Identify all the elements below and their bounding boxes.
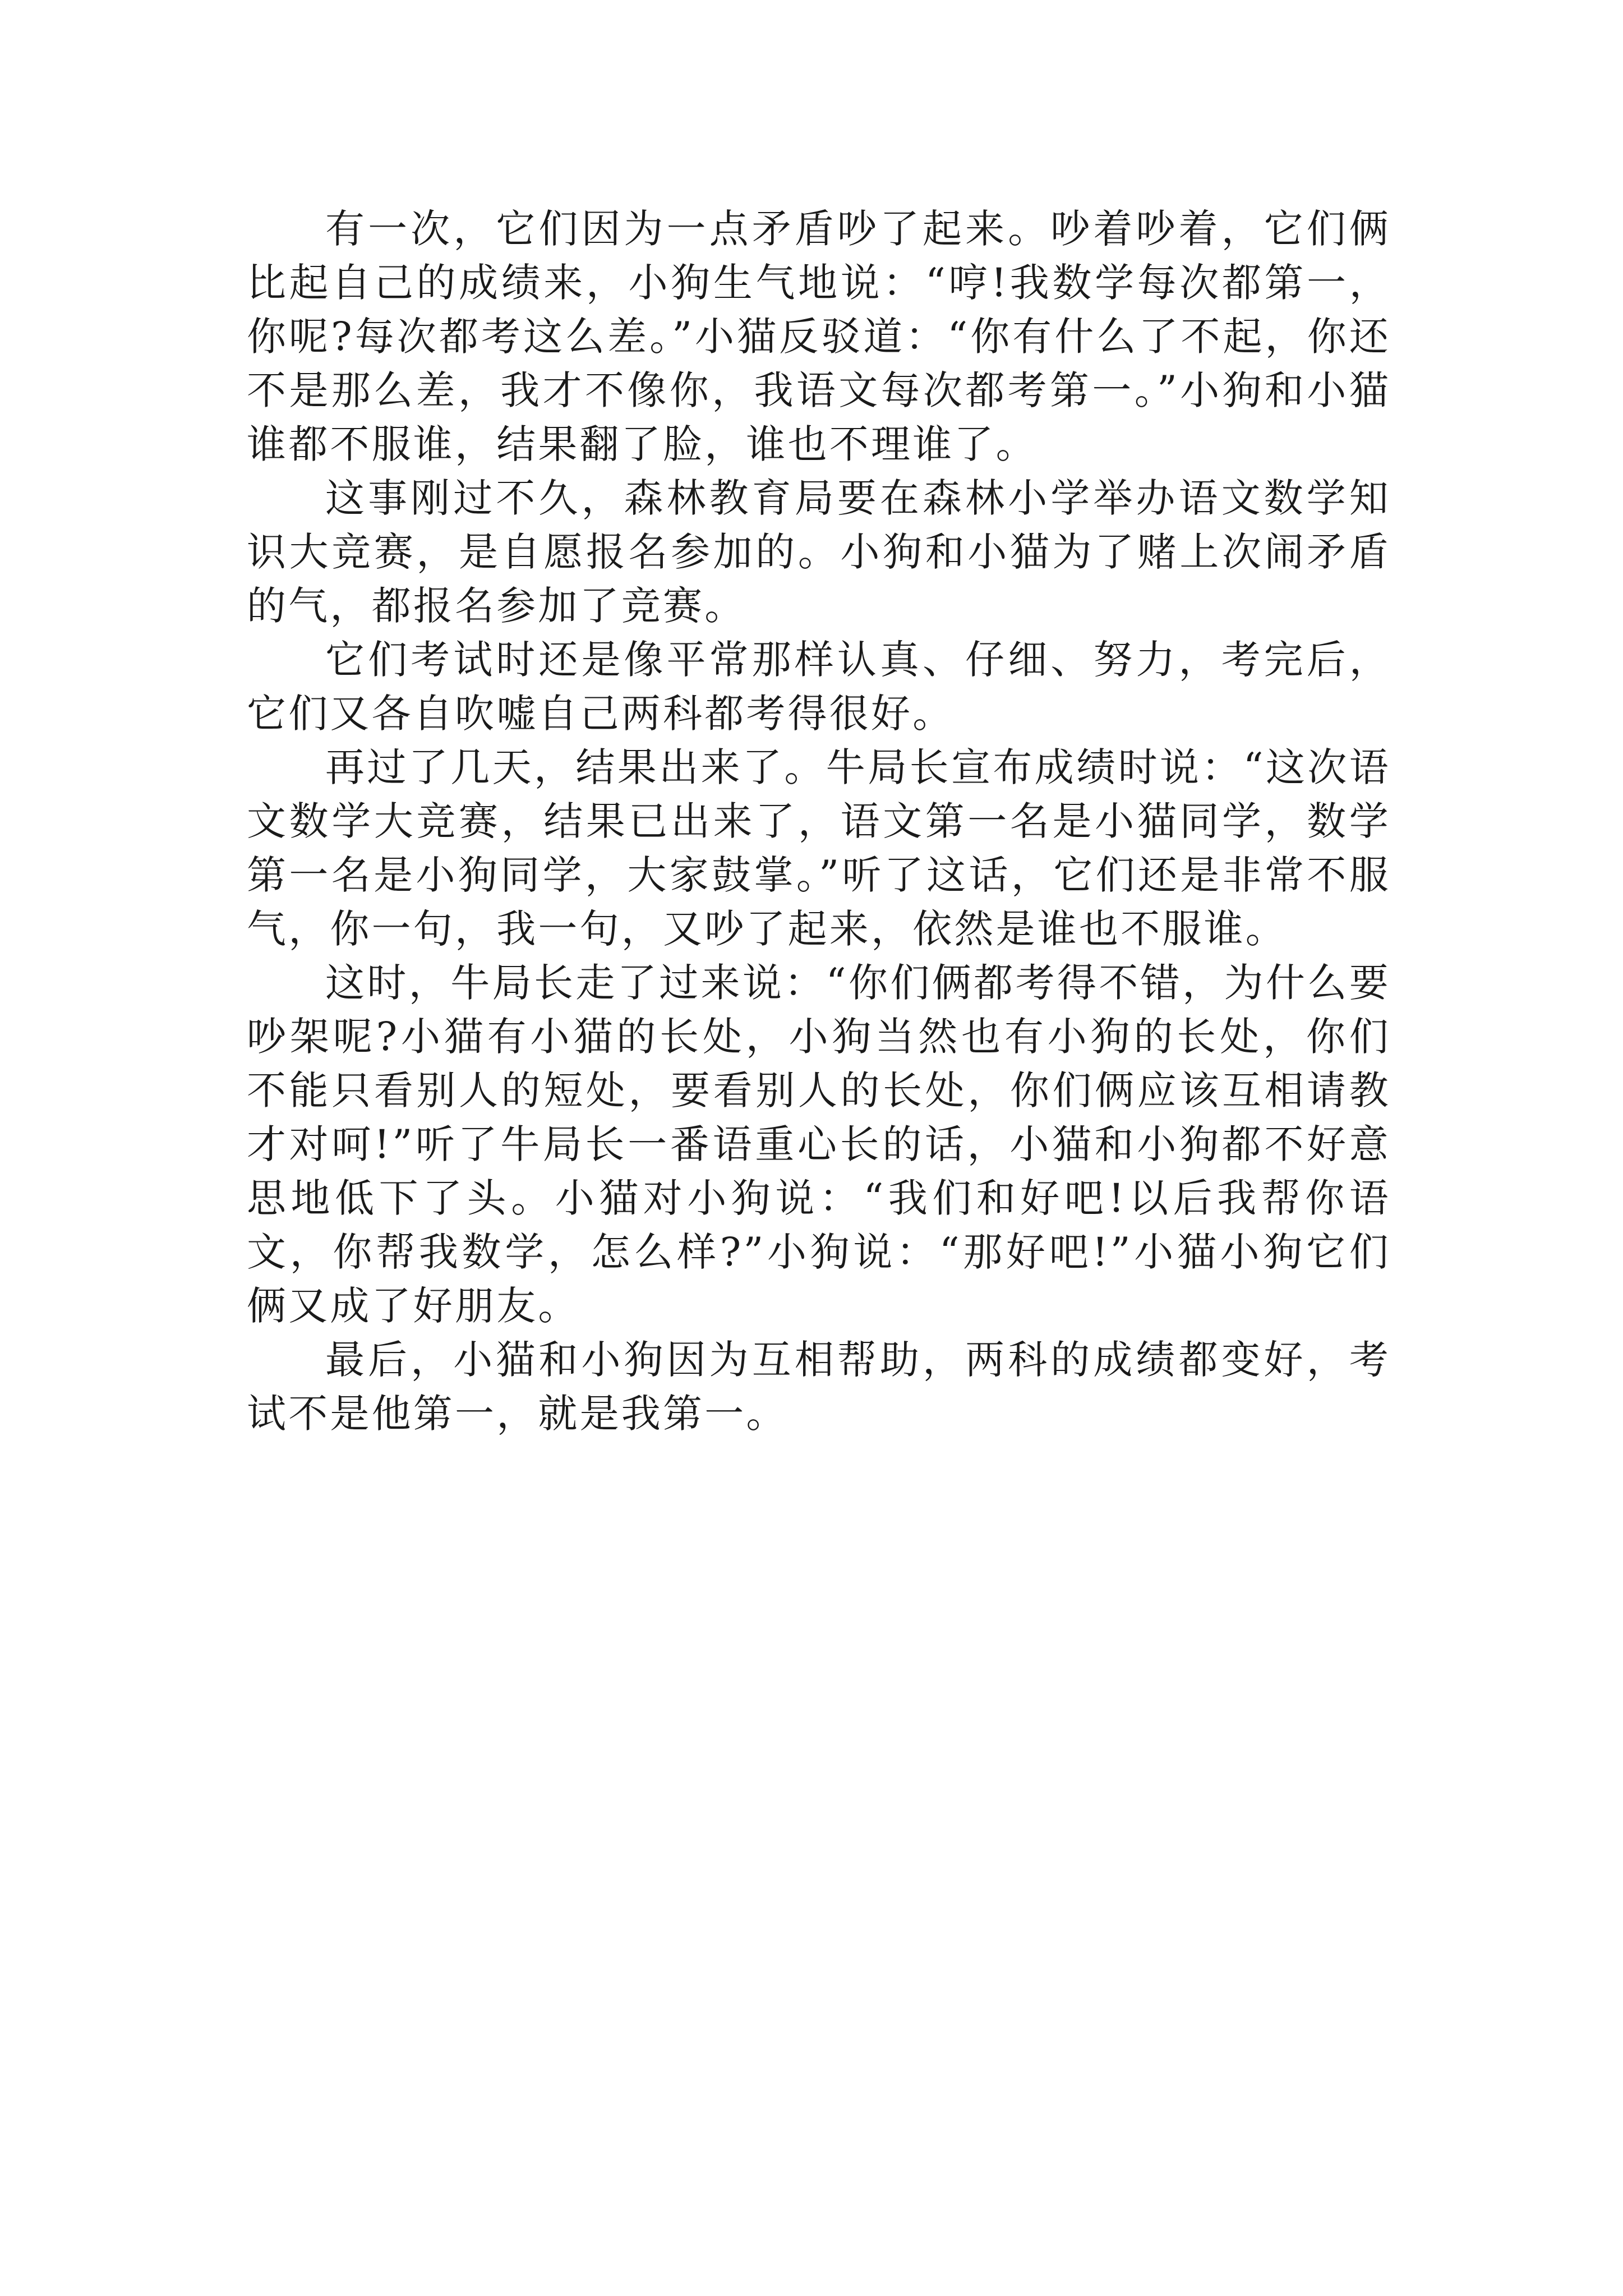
- document-body: [247, 202, 1391, 1441]
- paragraph-6: 最后，小猫和小狗因为互相帮助，两科的成绩都变好，考试不是他第一，就是我第一。: [247, 1337, 1391, 1437]
- paragraph-1: 有一次，它们因为一点矛盾吵了起来。吵着吵着，它们俩比起自己的成绩来，小狗生气地说：“哼!我数学每次都第一，你呢?每次都考这么差。”小猫反驳道：“你有什么了不起，你还不是那么差，我才不像你，我语文每次都考第一。”小狗和小猫谁都不服谁，结果翻了脸，谁也不理谁了。: [247, 206, 1391, 467]
- paragraph-4: 再过了几天，结果出来了。牛局长宣布成绩时说：“这次语文数学大竞赛，结果已出来了，语文第一名是小猫同学，数学第一名是小狗同学，大家鼓掌。”听了这话，它们还是非常不服气，你一句，我一句，又吵了起来，依然是谁也不服谁。: [247, 744, 1391, 952]
- paragraph-5: 这时，牛局长走了过来说：“你们俩都考得不错，为什么要吵架呢?小猫有小猫的长处，小狗当然也有小狗的长处，你们不能只看别人的短处，要看别人的长处，你们俩应该互相请教才对呵!”听了牛局长一番语重心长的话，小猫和小狗都不好意思地低下了头。小猫对小狗说：“我们和好吧!以后我帮你语文，你帮我数学，怎么样?”小狗说：“那好吧!”小猫小狗它们俩又成了好朋友。: [247, 960, 1391, 1329]
- paragraph-2: 这事刚过不久，森林教育局要在森林小学举办语文数学知识大竞赛，是自愿报名参加的。小狗和小猫为了赌上次闹矛盾的气，都报名参加了竞赛。: [247, 475, 1391, 629]
- paragraph-3: 它们考试时还是像平常那样认真、仔细、努力，考完后，它们又各自吹嘘自己两科都考得很好。: [247, 637, 1391, 737]
